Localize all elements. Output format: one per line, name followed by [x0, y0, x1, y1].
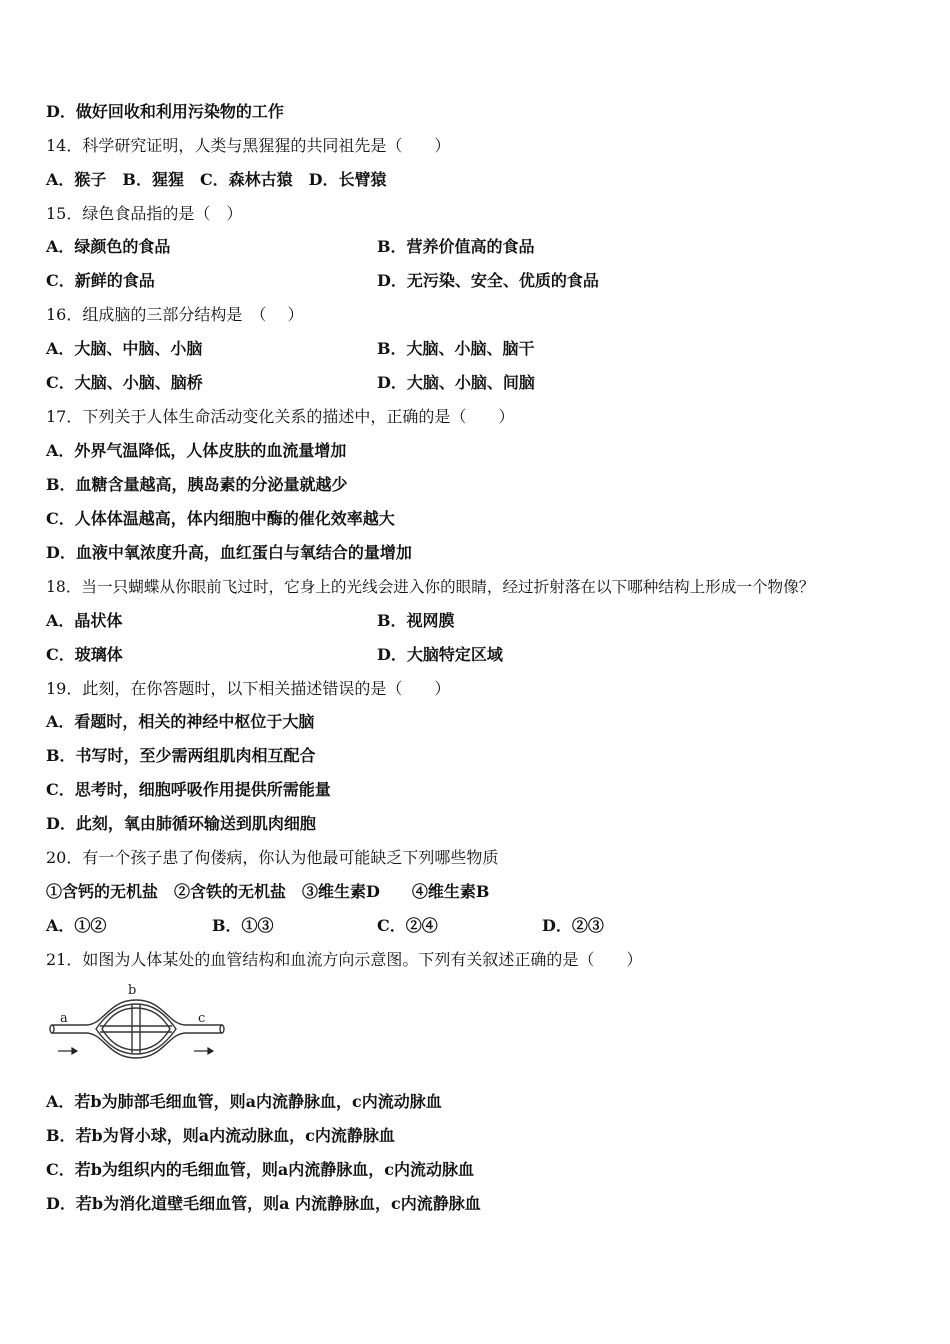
q19-option-b: B．书写时，至少需两组肌肉相互配合 — [46, 746, 316, 765]
q18-option-a: A．晶状体 — [46, 611, 123, 630]
q15-option-c: C．新鲜的食品 — [46, 271, 155, 290]
q18-stem: 18．当一只蝴蝶从你眼前飞过时，它身上的光线会进入你的眼睛，经过折射落在以下哪种结构上形成一个物像？ — [46, 578, 815, 596]
q21-option-b: B．若b为肾小球，则a内流动脉血，c内流静脉血 — [46, 1126, 395, 1145]
q18-option-b: B．视网膜 — [377, 611, 455, 630]
q18-option-c: C．玻璃体 — [46, 645, 123, 664]
diagram-label-a: a — [60, 1011, 68, 1026]
q16-option-c: C．大脑、小脑、脑桥 — [46, 373, 203, 392]
q15-option-a: A．绿颜色的食品 — [46, 237, 171, 256]
q18-option-d: D．大脑特定区域 — [377, 645, 503, 664]
q19-option-d: D．此刻，氧由肺循环输送到肌肉细胞 — [46, 814, 316, 833]
q20-stem: 20．有一个孩子患了佝偻病，你认为他最可能缺乏下列哪些物质 — [46, 848, 499, 867]
diagram-label-c: c — [198, 1011, 206, 1026]
q20-option-d: D．②③ — [542, 916, 604, 935]
q14-stem: 14．科学研究证明，人类与黑猩猩的共同祖先是（ ） — [46, 136, 451, 155]
q16-stem: 16．组成脑的三部分结构是 （ ） — [46, 305, 304, 324]
q20-option-b: B．①③ — [212, 916, 274, 935]
q21-stem: 21．如图为人体某处的血管结构和血流方向示意图。下列有关叙述正确的是（ ） — [46, 950, 643, 969]
q19-option-c: C．思考时，细胞呼吸作用提供所需能量 — [46, 780, 331, 799]
q17-stem: 17．下列关于人体生命活动变化关系的描述中，正确的是（ ） — [46, 407, 515, 426]
q17-option-c: C．人体体温越高，体内细胞中酶的催化效率越大 — [46, 509, 395, 528]
q20-option-c: C．②④ — [377, 916, 438, 935]
blood-vessel-diagram — [46, 980, 231, 1062]
q20-items: ①含钙的无机盐 ②含铁的无机盐 ③维生素D ④维生素B — [46, 882, 490, 901]
q20-option-a: A．①② — [46, 916, 107, 935]
q15-option-d: D．无污染、安全、优质的食品 — [377, 271, 599, 290]
q15-stem: 15．绿色食品指的是（ ） — [46, 204, 243, 223]
diagram-label-b: b — [128, 983, 137, 998]
q21-option-c: C．若b为组织内的毛细血管，则a内流静脉血，c内流动脉血 — [46, 1160, 475, 1179]
q19-stem: 19．此刻，在你答题时，以下相关描述错误的是（ ） — [46, 679, 451, 698]
q16-option-b: B．大脑、小脑、脑干 — [377, 339, 535, 358]
q21-option-d: D．若b为消化道壁毛细血管，则a 内流静脉血，c内流静脉血 — [46, 1194, 481, 1213]
q17-option-d: D．血液中氧浓度升高，血红蛋白与氧结合的量增加 — [46, 543, 412, 562]
q19-option-a: A．看题时，相关的神经中枢位于大脑 — [46, 712, 315, 731]
q15-option-b: B．营养价值高的食品 — [377, 237, 535, 256]
q13-option-d: D．做好回收和利用污染物的工作 — [46, 102, 284, 121]
q14-options: A．猴子 B．猩猩 C．森林古猿 D．长臂猿 — [46, 170, 387, 189]
q21-option-a: A．若b为肺部毛细血管，则a内流静脉血，c内流动脉血 — [46, 1092, 442, 1111]
q17-option-a: A．外界气温降低，人体皮肤的血流量增加 — [46, 441, 347, 460]
q16-option-d: D．大脑、小脑、间脑 — [377, 373, 535, 392]
q17-option-b: B．血糖含量越高，胰岛素的分泌量就越少 — [46, 475, 348, 494]
q16-option-a: A．大脑、中脑、小脑 — [46, 339, 203, 358]
